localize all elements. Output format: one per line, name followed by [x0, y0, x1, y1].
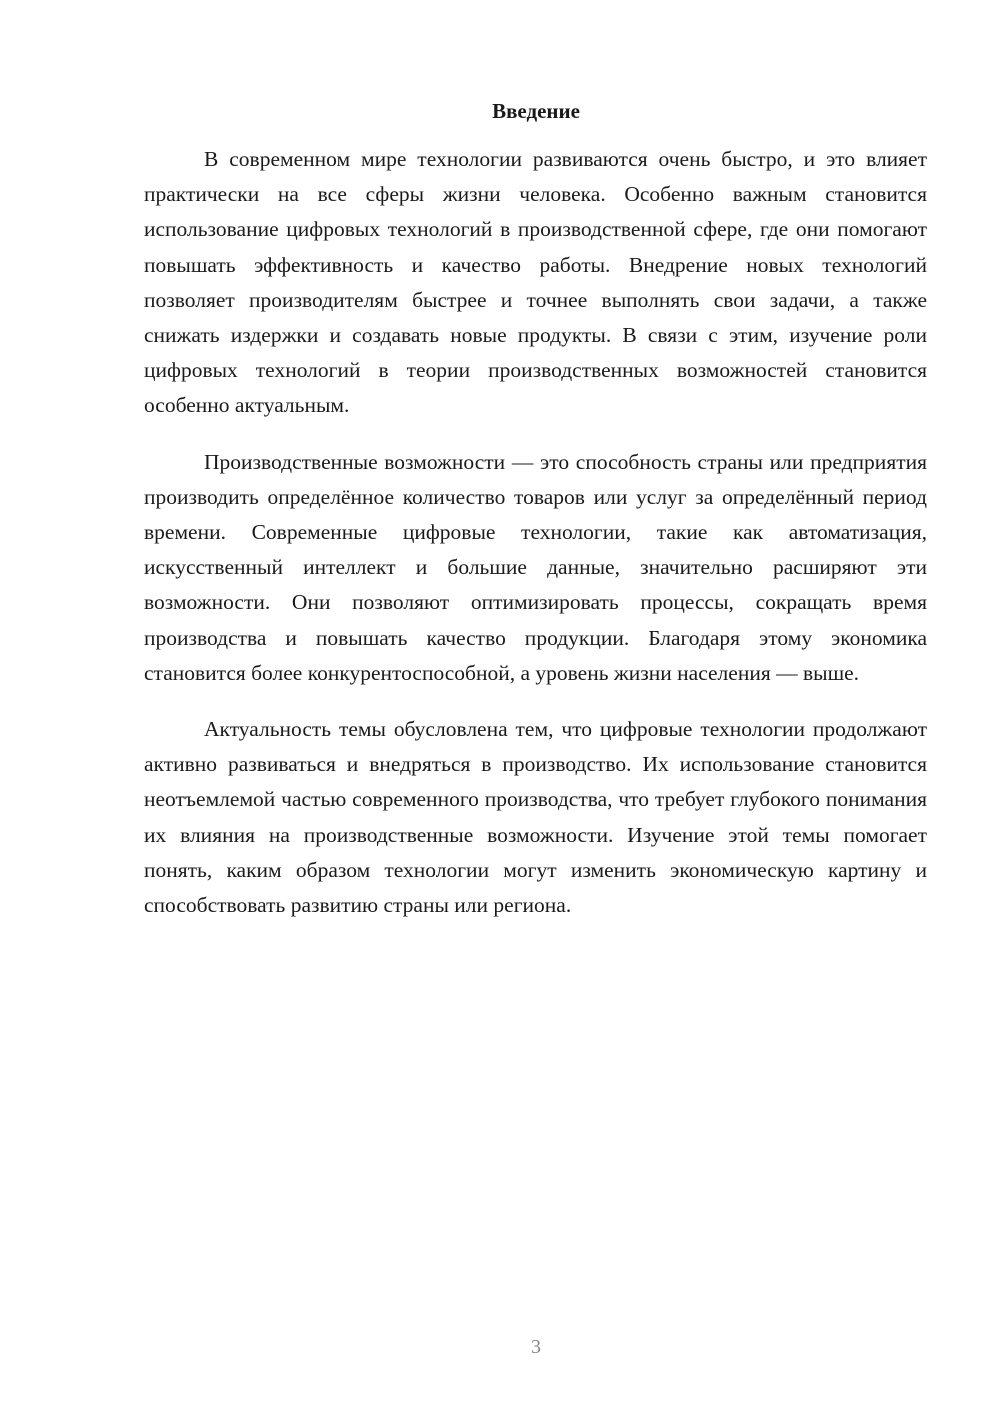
paragraph-2: Производственные возможности — это способность страны или предприятия производить определённое количество товаров или услуг за определённый период времени. Современные цифровые технологии, такие как автоматизация, искусственный интеллект и большие данные, значительно расширяют эти возможности. Они позволяют оптимизировать процессы, сокращать время производства и повышать качество продукции. Благодаря этому экономика становится более конкурентоспособной, а уровень жизни населения — выше. — [144, 449, 927, 685]
paragraph-1: В современном мире технологии развиваются очень быстро, и это влияет практически на все сферы жизни человека. Особенно важным становится использование цифровых технологий в производственной сфере, где они помогают повышать эффективность и качество работы. Внедрение новых технологий позволяет производителям быстрее и точнее выполнять свои задачи, а также снижать издержки и создавать новые продукты. В связи с этим, изучение роли цифровых технологий в теории производственных возможностей становится особенно актуальным. — [144, 147, 927, 418]
paragraph-3: Актуальность темы обусловлена тем, что цифровые технологии продолжают активно развиваться и внедряться в производство. Их использование становится неотъемлемой частью современного производства, что требует глубокого понимания их влияния на производственные возможности. Изучение этой темы помогает понять, каким образом технологии могут изменить экономическую картину и способствовать развитию страны или региона. — [144, 717, 927, 918]
page-number: 3 — [531, 1336, 541, 1358]
page-title: Введение — [492, 99, 580, 123]
document-body — [144, 142, 927, 944]
